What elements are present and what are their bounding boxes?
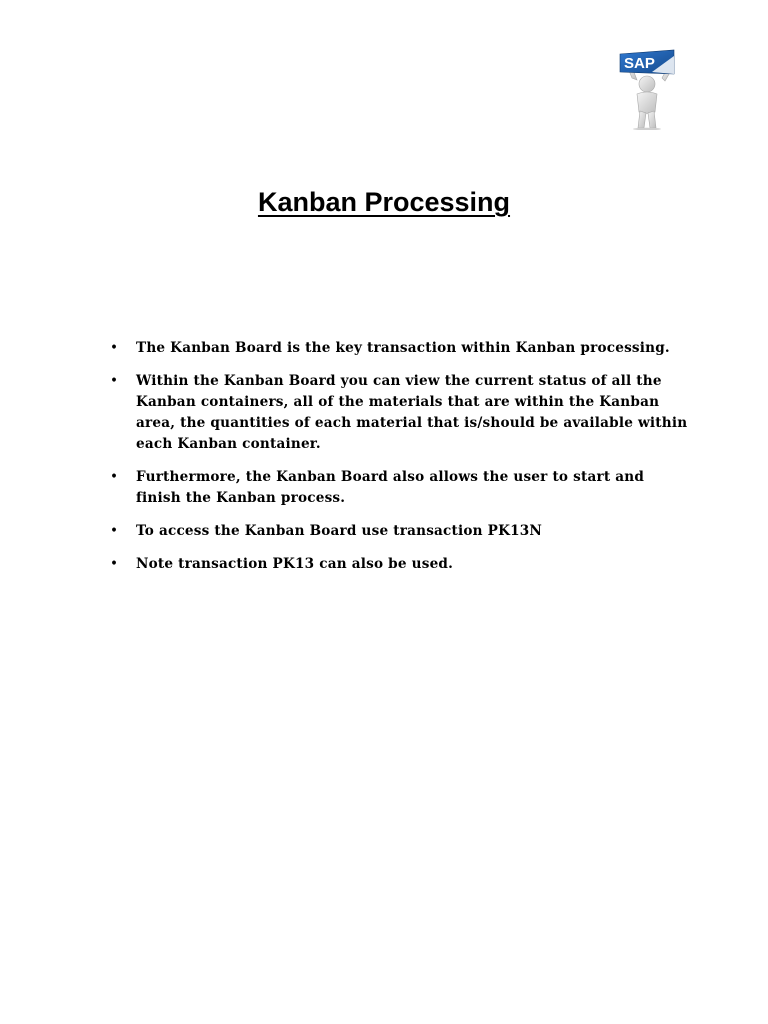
list-item-text: Note transaction PK13 can also be used. bbox=[136, 556, 454, 572]
list-item-text: To access the Kanban Board use transaction PK13N bbox=[136, 523, 543, 539]
sap-logo bbox=[616, 48, 678, 130]
list-item bbox=[110, 371, 690, 455]
person-holding-sap-sign-icon bbox=[616, 48, 678, 130]
bullet-icon: • bbox=[110, 340, 119, 356]
page-title: Kanban Processing bbox=[257, 187, 511, 217]
bullet-list bbox=[110, 338, 690, 587]
list-item bbox=[110, 521, 690, 542]
bullet-icon: • bbox=[110, 469, 119, 485]
sap-logo-text: SAP bbox=[624, 55, 655, 72]
list-item bbox=[110, 467, 690, 509]
list-item-text: Within the Kanban Board you can view the current status of all the Kanban containers, all of the materials that are within the Kanban area, the quantities of each material that is/should be available within each Kanban container. bbox=[136, 373, 688, 452]
bullet-icon: • bbox=[110, 523, 119, 539]
bullet-icon: • bbox=[110, 556, 119, 572]
list-item-text: The Kanban Board is the key transaction within Kanban processing. bbox=[136, 340, 670, 356]
list-item bbox=[110, 554, 690, 575]
list-item bbox=[110, 338, 690, 359]
bullet-icon: • bbox=[110, 373, 119, 389]
list-item-text: Furthermore, the Kanban Board also allows the user to start and finish the Kanban process. bbox=[136, 469, 645, 506]
